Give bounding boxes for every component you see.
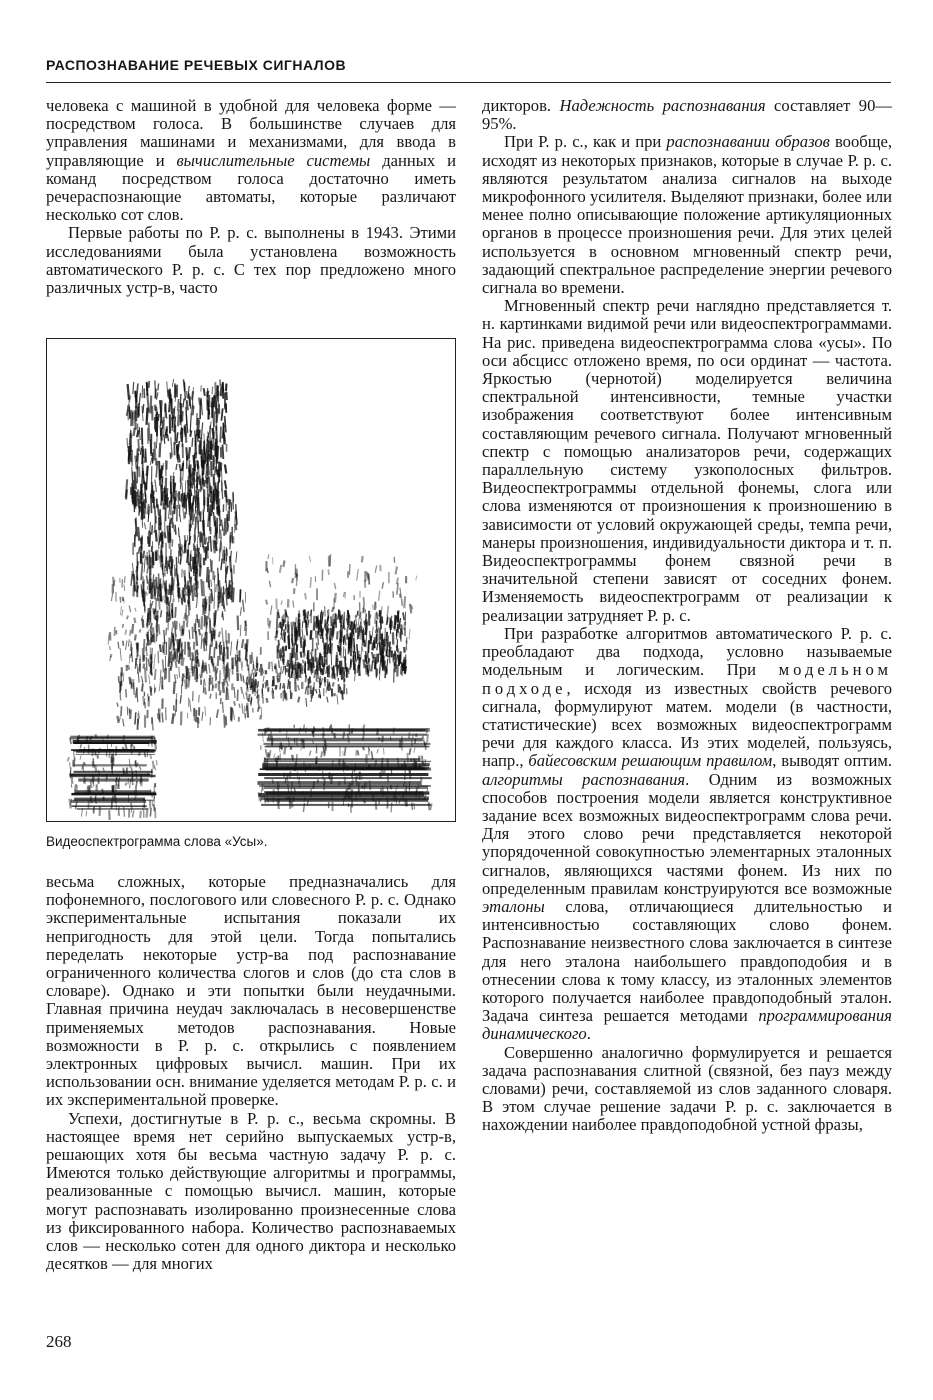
- page-number: 268: [46, 1332, 72, 1351]
- paragraph: человека с машиной в удобной для человека форме — посредством голоса. В большинстве случаев для управления машинами и механизмами, для ввода в управляющие и вычислительные системы данных и команд посредством голоса достаточно иметь речераспознающие автоматы, которые различают несколько сот слов.: [46, 96, 456, 225]
- paragraph: При Р. р. с., как и при распознавании образов вообще, исходят из некоторых признаков, которые в случае Р. р. с. являются результатом анализа сигналов на выходе микрофонного усилителя. Выделяют признаки, более или менее полно описывающие положение артикуляционных органов в процессе произношения речи. Для этих целей используется в основном мгновенный спектр речи, задающий спектральное распределение энергии речевого сигнала во времени.: [482, 132, 892, 298]
- spectrogram-figure: [46, 338, 456, 822]
- paragraph: Мгновенный спектр речи наглядно представляется т. н. картинками видимой речи или видеоспектрограммами. На рис. приведена видеоспектрограмма слова «усы». По оси абсцисс отложено время, по оси ординат — частота. Яркостью (чернотой) моделируется величина спектральной интенсивности, темные участки изображения соответствуют более интенсивным составляющим речевого сигнала. Получают мгновенный спектр с помощью анализаторов речи, содержащих параллельную систему узкополосных фильтров. Видеоспектрограммы отдельной фонемы, слога или слова изменяются от произношения к произношению в зависимости от условий окружающей среды, темпа речи, манеры произношения, индивидуальности диктора и т. п. Видеоспектрограммы фонем связной речи в значительной степени зависят от соседних фонем. Изменяемость видеоспектрограмм от реализации к реализации затрудняет Р. р. с.: [482, 296, 892, 625]
- paragraph: дикторов. Надежность распознавания составляет 90—95%.: [482, 96, 892, 134]
- paragraph: Первые работы по Р. р. с. выполнены в 1943. Этими исследованиями была установлена возможность автоматического Р. р. с. С тех пор предложено много различных устр-в, часто: [46, 223, 456, 298]
- running-header: РАСПОЗНАВАНИЕ РЕЧЕВЫХ СИГНАЛОВ: [46, 57, 347, 73]
- left-column-top: [46, 97, 456, 297]
- paragraph: При разработке алгоритмов автоматического Р. р. с. преобладают два подхода, условно называемые модельным и логическим. При модельном подходе, исходя из известных свойств речевого сигнала, формулируют матем. модели (в частности, статистические) всех возможных видеоспектрограмм речи для каждого класса. Из этих моделей, пользуясь, напр., байесовским решающим правилом, выводят оптим. алгоритмы распознавания. Одним из возможных способов построения модели является конструктивное задание всех возможных видеоспектрограмм слова речи. Для этого слово речи представляется некоторой упорядоченной совокупностью элементарных эталонных сигналов, являющихся частями фонем. Из них по определенным правилам конструируются все возможные эталоны слова, отличающиеся длительностью и интенсивностью составляющих слово фонем. Распознавание неизвестного слова заключается в синтезе для него эталона наибольшего правдоподобия и в отнесении слова к тому классу, из эталонных элементов которого получается наиболее правдоподобный эталон. Задача синтеза решается методами программирования динамического.: [482, 623, 893, 1044]
- figure-caption: Видеоспектрограмма слова «Усы».: [46, 834, 268, 849]
- header-rule: [46, 82, 891, 83]
- spectrogram-image: [47, 339, 454, 820]
- left-column-bottom: [46, 873, 456, 1273]
- paragraph: Успехи, достигнутые в Р. р. с., весьма скромны. В настоящее время нет серийно выпускаемых устр-в, решающих хотя бы весьма частную задачу Р. р. с. Имеются только действующие алгоритмы и программы, реализованные с помощью вычисл. машин, которые могут распознавать изолированно произнесенные слова из фиксированного набора. Количество распознаваемых слов — несколько сотен для одного диктора и несколько десятков — для многих: [46, 1108, 456, 1274]
- paragraph: весьма сложных, которые предназначались для пофонемного, послогового или словесного Р. р. с. Однако экспериментальные испытания показали их непригодность для этой цели. Тогда попытались переделать некоторые устр-ва под распознавание ограниченного количества слогов и слов (до ста слов в словаре). Однако и эти попытки были неудачными. Главная причина неудач заключалась в несовершенстве применяемых методов распознавания. Новые возможности в Р. р. с. открылись с появлением электронных цифровых вычисл. машин. При их использовании осн. внимание уделяется методам Р. р. с. и их экспериментальной проверке.: [46, 872, 456, 1110]
- right-column: [482, 97, 892, 1135]
- paragraph: Совершенно аналогично формулируется и решается задача распознавания слитной (связной, без пауз между словами) речи, составляемой из слов заданного словаря. В этом случае решение задачи Р. р. с. заключается в нахождении наиболее правдоподобной устной фразы,: [482, 1042, 892, 1135]
